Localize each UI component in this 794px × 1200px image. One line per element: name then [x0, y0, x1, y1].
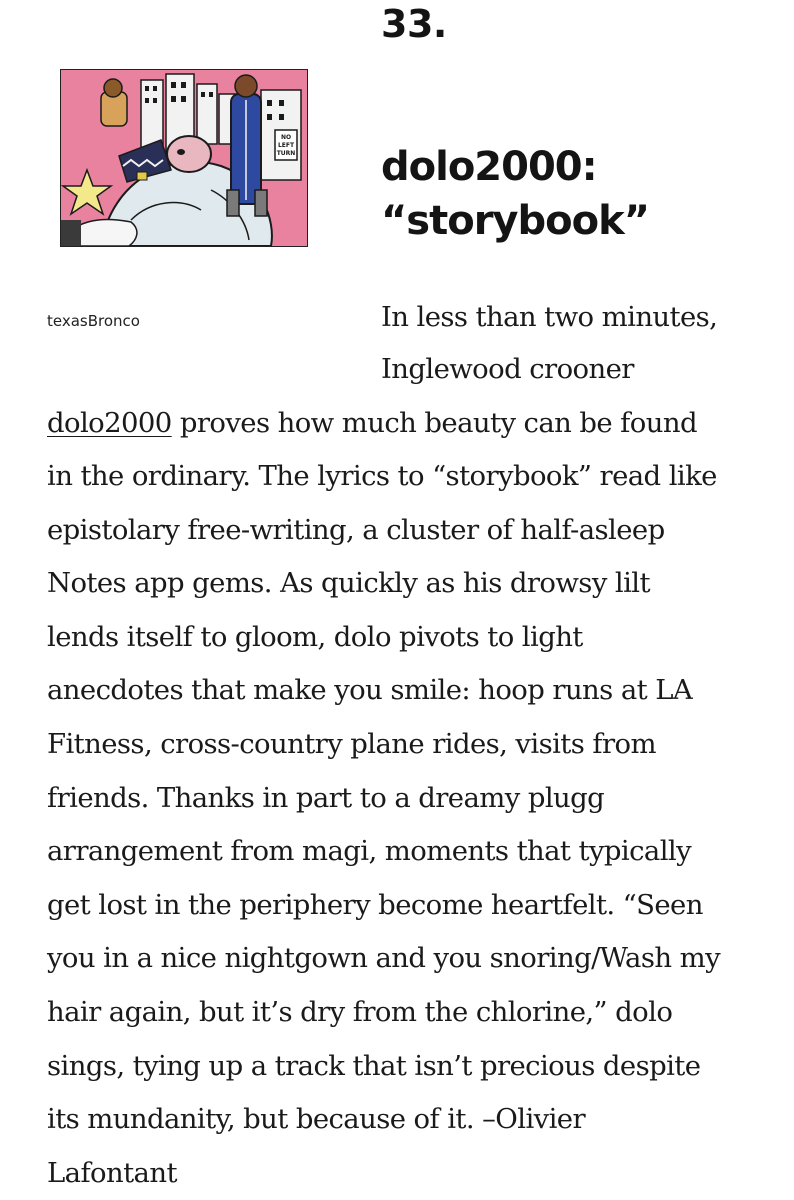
body-line: sings, tying up a track that isn’t precious despite: [47, 1050, 701, 1082]
entry-title: [381, 140, 781, 248]
sign-text-2: LEFT: [277, 142, 295, 149]
artist-link[interactable]: dolo2000: [47, 407, 172, 439]
body-line: Inglewood crooner: [381, 353, 634, 385]
body-line: anecdotes that make you smile: hoop runs at LA: [47, 674, 693, 706]
body-line: Fitness, cross-country plane rides, visits from: [47, 728, 656, 760]
body-line: you in a nice nightgown and you snoring/Wash my: [47, 942, 721, 974]
cover-art: [60, 69, 308, 247]
body-line-rest: proves how much beauty can be found: [171, 407, 697, 439]
entry-rank: 33.: [381, 2, 447, 46]
cover-art-illustration: [61, 70, 307, 246]
body-line: Lafontant: [47, 1157, 177, 1189]
body-line: [47, 407, 697, 439]
body-line: friends. Thanks in part to a dreamy plugg: [47, 782, 605, 814]
body-line: arrangement from magi, moments that typically: [47, 835, 692, 867]
title-artist: dolo2000:: [381, 144, 597, 190]
body-line: in the ordinary. The lyrics to “storybook” read like: [47, 460, 717, 492]
photo-credit: texasBronco: [47, 312, 140, 330]
body-line: its mundanity, but because of it. –Olivier: [47, 1103, 585, 1135]
body-line: Notes app gems. As quickly as his drowsy lilt: [47, 567, 650, 599]
body-line: get lost in the periphery become heartfelt. “Seen: [47, 889, 703, 921]
title-track: “storybook”: [381, 198, 649, 244]
body-line: hair again, but it’s dry from the chlorine,” dolo: [47, 996, 673, 1028]
body-line: epistolary free-writing, a cluster of half-asleep: [47, 514, 665, 546]
body-line: In less than two minutes,: [381, 301, 718, 333]
body-line: lends itself to gloom, dolo pivots to light: [47, 621, 583, 653]
sign-text-3: TURN: [276, 150, 296, 157]
sign-text-1: NO: [280, 134, 292, 141]
